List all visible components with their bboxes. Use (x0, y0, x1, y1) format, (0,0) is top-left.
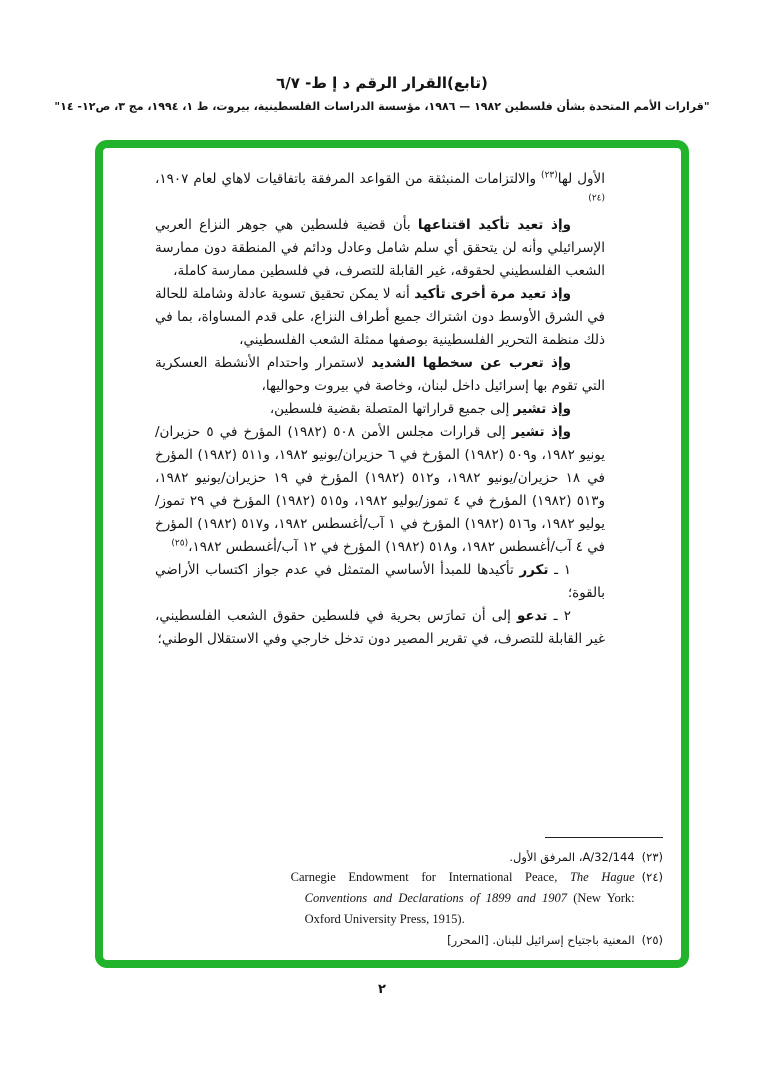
paragraph-text: أنه لا يمكن تحقيق تسوية عادلة وشاملة للحالة في الشرق الأوسط دون اشتراك جميع أطراف النزاع، على قدم المساواة، بما في ذلك منظمة التحرير الفلسطينية بوصفها ممثلة الشعب الفلسطيني، (155, 286, 605, 348)
preambular-lead: وإذ تشير (511, 424, 571, 440)
footnote-number: (٢٤) (641, 870, 663, 884)
frame-content (103, 148, 681, 960)
footnote-text-english (291, 867, 635, 930)
preambular-lead: وإذ تشير (513, 401, 571, 417)
item-number: ١ ـ (548, 562, 571, 578)
paragraph-text: إلى قرارات مجلس الأمن ٥٠٨ (١٩٨٢) المؤرخ في ٥ حزيران/يونيو ١٩٨٢، و٥٠٩ (١٩٨٢) المؤرخ في ٦ حزيران/يونيو ١٩٨٢، و٥١١ (١٩٨٢) المؤرخ في ١٨ حزيران/يونيو ١٩٨٢، و٥١٢ (١٩٨٢) المؤرخ في ١٩ حزيران/يونيو ١٩٨٢، و٥١٣ (١٩٨٢) المؤرخ في ٤ تموز/يوليو ١٩٨٢، و٥١٥ (١٩٨٢) المؤرخ في ٢٩ تموز/يوليو ١٩٨٢، و٥١٦ (١٩٨٢) المؤرخ في ١ آب/أغسطس ١٩٨٢، و٥١٧ (١٩٨٢) المؤرخ في ٤ آب/أغسطس ١٩٨٢، و٥١٨ (١٩٨٢) المؤرخ في ١٢ آب/أغسطس ١٩٨٢، (155, 424, 606, 555)
page-number: ٢ (378, 982, 386, 997)
footnote-text: المعنية باجتياح إسرائيل للبنان. [المحرر] (447, 933, 635, 947)
green-frame (95, 140, 689, 968)
footnote-text: A/32/144، المرفق الأول. (509, 850, 635, 864)
preambular-paragraph (155, 283, 605, 352)
footnote-separator (545, 837, 663, 838)
footnote-number: (٢٥) (641, 933, 663, 947)
preambular-lead: وإذ تعيد مرة أخرى تأكيد (414, 286, 571, 302)
source-citation: "قرارات الأمم المتحدة بشأن فلسطين ١٩٨٢ — ١٩٨٦، مؤسسة الدراسات الفلسطينية، بيروت، ط ١، ١٩٩٤، مج ٣، ص١٢- ١٤" (54, 100, 710, 113)
footnote-ref-25: (٢٥) (171, 538, 189, 549)
preambular-paragraph (155, 421, 605, 559)
paragraph-text: إلى جميع قراراتها المتصلة بقضية فلسطين، (269, 401, 514, 417)
footnotes-section (139, 837, 663, 950)
footnote-25 (139, 930, 663, 950)
paragraph-text: بأن قضية فلسطين هي جوهر النزاع العربي الإسرائيلي وأنه لن يتحقق أي سلم شامل وعادل ودائم في المنطقة دون ممارسة الشعب الفلسطيني لحقوقه، غير القابلة للتصرف، في فلسطين ممارسة كاملة، (155, 217, 605, 279)
footnote-text: (New York: Oxford University Press, 1915). (304, 891, 635, 926)
preambular-paragraph (155, 398, 605, 421)
preambular-lead: وإذ تعرب عن سخطها الشديد (371, 355, 571, 371)
footnote-text: Carnegie Endowment for International Peace, (290, 870, 570, 884)
operative-paragraph (155, 605, 605, 651)
paragraph-continuation (155, 168, 605, 214)
operative-paragraph (155, 559, 605, 605)
preambular-paragraph (155, 352, 605, 398)
item-number: ٢ ـ (547, 608, 571, 624)
document-header (0, 74, 764, 113)
footnote-ref-24: (٢٤) (588, 193, 605, 204)
paragraph-text: لاستمرار واحتدام الأنشطة العسكرية التي تقوم بها إسرائيل داخل لبنان، وخاصة في بيروت وحواليها، (155, 355, 605, 394)
resolution-title: (تابع)القرار الرقم د إ ط- ٦/٧ (276, 74, 488, 92)
paragraph-text: الأول لها (557, 171, 605, 187)
resolution-body (155, 168, 605, 651)
footnote-ref-23: (٢٣) (541, 170, 558, 181)
footnote-number: (٢٣) (641, 850, 663, 864)
preambular-lead: وإذ تعيد تأكيد اقتناعها (417, 217, 571, 233)
footnote-23 (139, 847, 663, 867)
book-title: The Hague Conventions and Declarations of 1899 and 1907 (304, 870, 635, 905)
paragraph-text: تأكيدها للمبدأ الأساسي المتمثل في عدم جواز اكتساب الأراضي بالقوة؛ (155, 562, 605, 601)
paragraph-text: والالتزامات المنبثقة من القواعد المرفقة باتفاقيات لاهاي لعام ١٩٠٧، (155, 171, 542, 187)
operative-lead: تكرر (519, 562, 549, 578)
paragraph-text: إلى أن تمارَس بحرية في فلسطين حقوق الشعب الفلسطيني، غير القابلة للتصرف، في تقرير المصير دون تدخل خارجي وفي الاستقلال الوطني؛ (155, 608, 605, 647)
footnote-24 (139, 867, 663, 930)
preambular-paragraph (155, 214, 605, 283)
operative-lead: تدعو (516, 608, 548, 624)
